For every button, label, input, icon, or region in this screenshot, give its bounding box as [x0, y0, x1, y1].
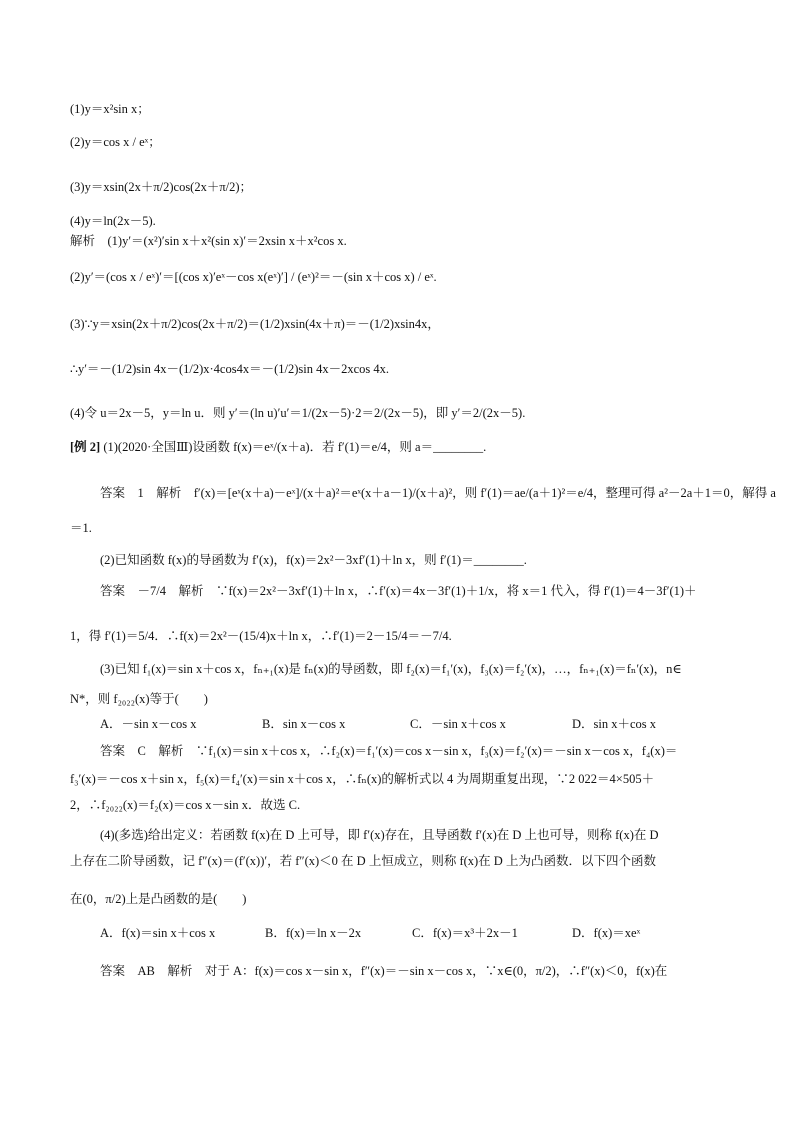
example-2-q3b: N*，则 f₂₀₂₂(x)等于( ) [70, 692, 208, 706]
example-2-q2: (2)已知函数 f(x)的导函数为 f′(x)，f(x)＝2x²－3xf′(1)＋ln x，则 f′(1)＝________. [100, 553, 527, 567]
option-q3-a: A．－sin x－cos x [100, 717, 197, 731]
solution-4: (4)令 u＝2x－5，y＝ln u．则 y′＝(ln u)′u′＝1/(2x－5)·2＝2/(2x－5)，即 y′＝2/(2x－5). [70, 406, 526, 420]
option-q3-d: D．sin x＋cos x [572, 717, 657, 731]
option-q4-b: B．f(x)＝ln x－2x [265, 926, 362, 940]
answer-3c: 2，∴f₂₀₂₂(x)＝f₂(x)＝cos x－sin x．故选 C. [70, 798, 301, 812]
example-2-line [70, 438, 730, 456]
answer-2b: 1，得 f′(1)＝5/4．∴f(x)＝2x²－(15/4)x＋ln x，∴f′(1)＝2－15/4＝－7/4. [70, 629, 452, 643]
solution-1: 解析 (1)y′＝(x²)′sin x＋x²(sin x)′＝2xsin x＋x²cos x. [70, 234, 347, 248]
answer-1b: ＝1. [70, 521, 92, 535]
option-q4-a: A．f(x)＝sin x＋cos x [100, 926, 216, 940]
solution-3b: ∴y′＝－(1/2)sin 4x－(1/2)x·4cos4x＝－(1/2)sin 4x－2xcos 4x. [70, 362, 389, 376]
option-q4-d: D．f(x)＝xeˣ [572, 926, 641, 940]
example-2-q4c: 在(0，π/2)上是凸函数的是( ) [70, 892, 247, 906]
answer-1a: 答案 1 解析 f′(x)＝[eˣ(x＋a)－eˣ]/(x＋a)²＝eˣ(x＋a－1)/(x＋a)²，则 f′(1)＝ae/(a＋1)²＝e/4，整理可得 a²－2a＋1＝0，解得 a [100, 486, 776, 500]
solution-3a: (3)∵y＝xsin(2x＋π/2)cos(2x＋π/2)＝(1/2)xsin(4x＋π)＝－(1/2)xsin4x， [70, 317, 440, 331]
q2-line: (2)y＝cos x / eˣ； [70, 135, 161, 149]
answer-2a: 答案 －7/4 解析 ∵f(x)＝2x²－3xf′(1)＋ln x，∴f′(x)＝4x－3f′(1)＋1/x，将 x＝1 代入，得 f′(1)＝4－3f′(1)＋ [100, 584, 697, 598]
answer-4a: 答案 AB 解析 对于 A：f(x)＝cos x－sin x，f″(x)＝－sin x－cos x，∵x∈(0，π/2)，∴f″(x)＜0，f(x)在 [100, 964, 668, 978]
q3-line: (3)y＝xsin(2x＋π/2)cos(2x＋π/2)； [70, 180, 253, 194]
option-q3-b: B．sin x－cos x [262, 717, 346, 731]
option-q4-c: C．f(x)＝x³＋2x－1 [412, 926, 518, 940]
example-2-q3a: (3)已知 f₁(x)＝sin x＋cos x，fₙ₊₁(x)是 fₙ(x)的导函数，即 f₂(x)＝f₁′(x)，f₃(x)＝f₂′(x)，…，fₙ₊₁(x)＝fₙ′(x)，n∈ [100, 662, 682, 676]
q4-line: (4)y＝ln(2x－5). [70, 214, 156, 228]
answer-3a: 答案 C 解析 ∵f₁(x)＝sin x＋cos x，∴f₂(x)＝f₁′(x)＝cos x－sin x，f₃(x)＝f₂′(x)＝－sin x－cos x，f₄(x)＝ [100, 744, 678, 758]
example-2-q4a: (4)(多选)给出定义：若函数 f(x)在 D 上可导，即 f′(x)存在，且导函数 f′(x)在 D 上也可导，则称 f(x)在 D [100, 828, 659, 842]
answer-3b: f₃′(x)＝－cos x＋sin x，f₅(x)＝f₄′(x)＝sin x＋cos x，∴fₙ(x)的解析式以 4 为周期重复出现，∵2 022＝4×505＋ [70, 772, 655, 786]
q1-line: (1)y＝x²sin x； [70, 102, 150, 116]
example-2-q1: (1)(2020·全国Ⅲ)设函数 f(x)＝eˣ/(x＋a)．若 f′(1)＝e/4，则 a＝________. [103, 440, 487, 454]
option-q3-c: C．－sin x＋cos x [410, 717, 506, 731]
solution-2: (2)y′＝(cos x / eˣ)′＝[(cos x)′eˣ－cos x(eˣ)′] / (eˣ)²＝－(sin x＋cos x) / eˣ. [70, 270, 437, 284]
example-label: [例 2] [70, 440, 101, 454]
example-2-q4b: 上存在二阶导函数，记 f″(x)＝(f′(x))′，若 f″(x)＜0 在 D 上恒成立，则称 f(x)在 D 上为凸函数．以下四个函数 [70, 854, 656, 868]
